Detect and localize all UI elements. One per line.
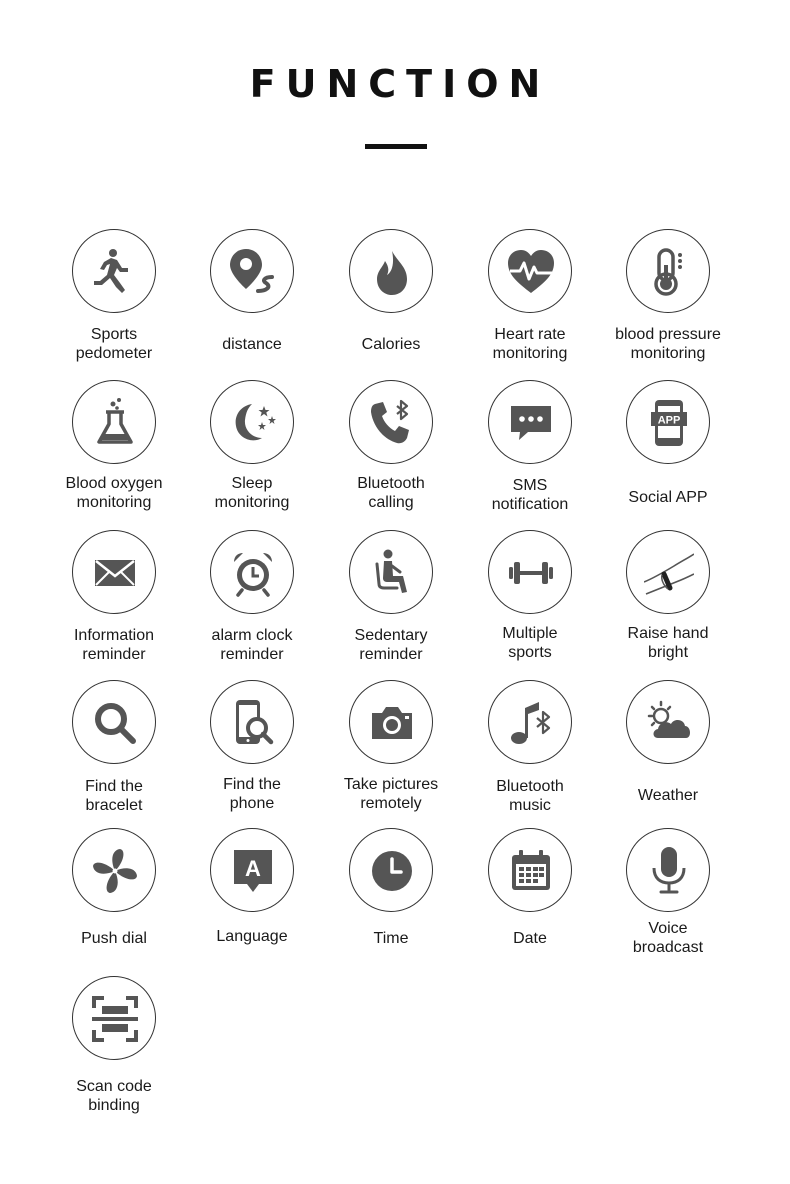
feature-label: Push dial [81,930,147,947]
moon-stars-icon [228,398,278,448]
feature-icon-circle [210,828,294,912]
feature-icon-circle [72,828,156,912]
feature-label: Calories [361,336,421,353]
feature-label: Language [216,928,288,945]
camera-icon [367,698,417,748]
app-phone-icon [644,398,694,448]
feature-label: Date [513,930,547,947]
page-title: FUNCTION [249,62,551,106]
feature-icon-circle [72,380,156,464]
feature-label: Bluetooth calling [357,475,425,511]
flame-icon [367,247,417,297]
feature-label: Sleep monitoring [214,475,290,511]
feature-icon-circle [72,680,156,764]
scan-frame-icon [90,994,140,1044]
feature-icon-circle [488,828,572,912]
feature-label: Information reminder [73,627,155,663]
feature-icon-circle [488,680,572,764]
feature-label: Find the phone [223,776,281,812]
feature-label: alarm clock reminder [211,627,293,663]
feature-label: Multiple sports [502,625,558,661]
feature-label: Bluetooth music [496,778,564,814]
feature-label: Social APP [628,489,708,506]
feature-icon-circle [210,530,294,614]
heart-pulse-icon [506,247,556,297]
feature-icon-circle [72,976,156,1060]
feature-icon-circle [349,530,433,614]
feature-label: Raise hand bright [627,625,709,661]
feature-label: Sports pedometer [75,326,153,362]
feature-label: Find the bracelet [85,778,143,814]
feature-icon-circle [488,530,572,614]
seated-person-icon [367,548,417,598]
feature-label: distance [222,336,282,353]
feature-icon-circle [626,380,710,464]
feature-icon-circle [626,229,710,313]
flask-icon [90,398,140,448]
wrist-band-icon [644,548,694,598]
bluetooth-phone-icon [367,398,417,448]
feature-icon-circle [626,530,710,614]
feature-label: Heart rate monitoring [492,326,568,362]
feature-icon-circle [72,530,156,614]
feature-label: Voice broadcast [632,920,704,956]
pinwheel-icon [90,846,140,896]
feature-label: Time [373,930,409,947]
sun-cloud-icon [644,698,694,748]
feature-icon-circle [349,680,433,764]
running-man-icon [90,247,140,297]
feature-icon-circle [349,828,433,912]
feature-icon-circle [349,229,433,313]
feature-icon-circle [626,680,710,764]
magnifier-icon [90,698,140,748]
feature-label: SMS notification [491,477,569,513]
thermometer-icon [644,247,694,297]
calendar-icon [506,846,556,896]
feature-label: blood pressure monitoring [615,326,721,362]
feature-icon-circle [210,680,294,764]
feature-icon-circle [488,229,572,313]
alarm-clock-icon [228,548,278,598]
language-a-icon [228,846,278,896]
location-pin-icon [228,247,278,297]
feature-label: Scan code binding [76,1078,152,1114]
feature-label: Weather [637,787,699,804]
feature-icon-circle [488,380,572,464]
feature-icon-circle [210,380,294,464]
feature-label: Sedentary reminder [354,627,428,663]
feature-icon-circle [210,229,294,313]
clock-icon [367,846,417,896]
feature-icon-circle [349,380,433,464]
feature-label: Blood oxygen monitoring [65,475,163,511]
title-underline [365,144,427,149]
feature-icon-circle [72,229,156,313]
chat-bubble-icon [506,398,556,448]
feature-icon-circle [626,828,710,912]
feature-label: Take pictures remotely [343,776,439,812]
envelope-icon [90,548,140,598]
phone-search-icon [228,698,278,748]
svg-text:APP: APP [657,414,681,427]
dumbbell-icon [506,548,556,598]
music-note-bluetooth-icon [506,698,556,748]
svg-text:A: A [245,856,261,881]
microphone-icon [644,846,694,896]
